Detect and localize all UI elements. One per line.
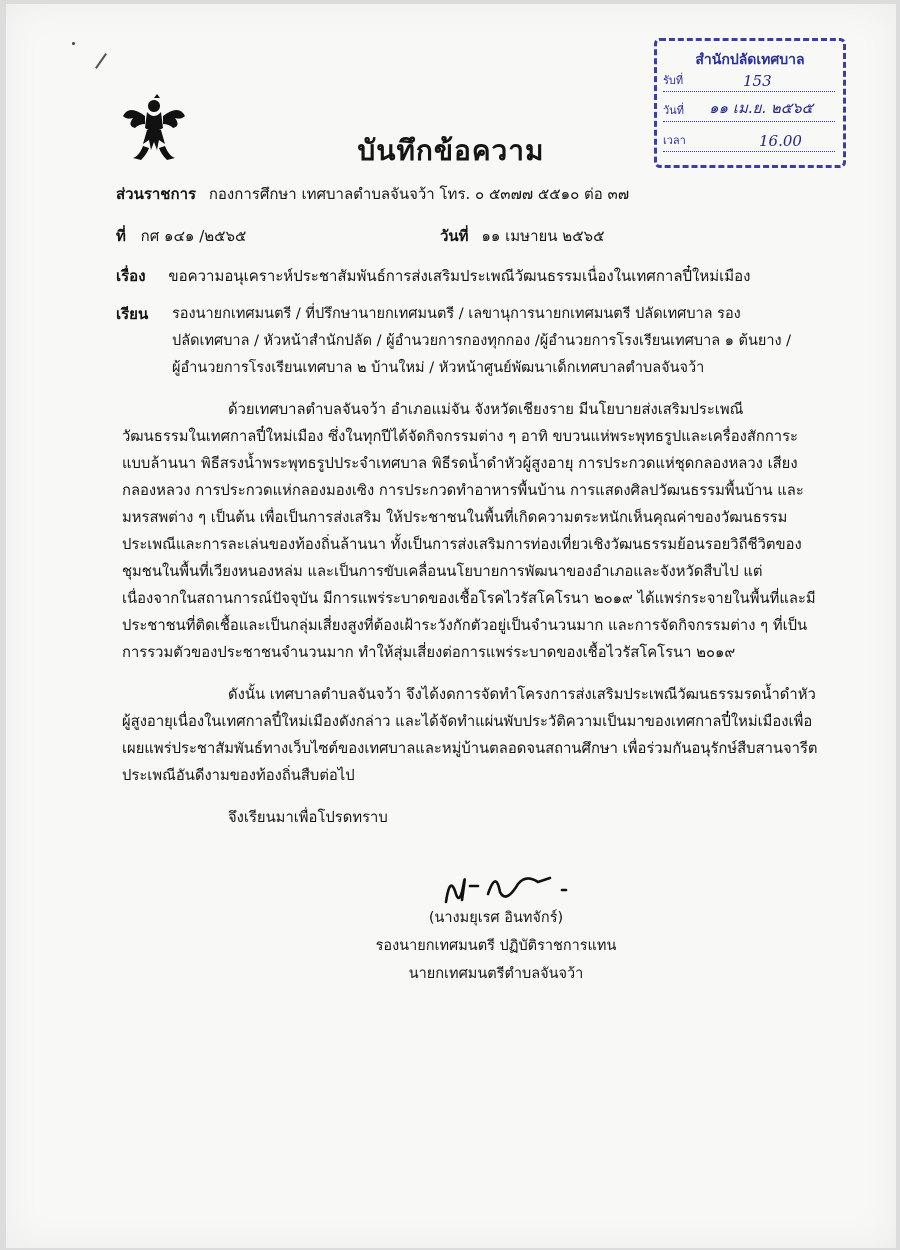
ref-value: กศ ๑๔๑ /๒๕๖๕ bbox=[140, 227, 247, 245]
stamp-label: เวลา bbox=[663, 134, 686, 147]
stamp-row-date bbox=[663, 97, 835, 122]
paragraph-line: ประเพณีและการละเล่นของท้องถิ่นล้านนา ทั้งเป็นการส่งเสริมการท่องเที่ยวเชิงวัฒนธรรมย้อนรอยวิถีชีวิตของ bbox=[122, 536, 802, 553]
paragraph-line: ด้วยเทศบาลตำบลจันจว้า อำเภอแม่จัน จังหวัดเชียงราย มีนโยบายส่งเสริมประเพณี bbox=[228, 401, 744, 418]
paragraph-line: การรวมตัวของประชาชนจำนวนมาก ทำให้สุ่มเสี่ยงต่อการแพร่ระบาดของเชื้อไวรัสโคโรนา ๒๐๑๙ bbox=[122, 644, 736, 661]
paragraph-line: ประชาชนที่ติดเชื้อและเป็นกลุ่มเสี่ยงสูงที่ต้องเฝ้าระวังกักตัวอยู่เป็นจำนวนมาก และการจัดกิจกรรมต่าง ๆ ที่เป็น bbox=[122, 617, 808, 634]
closing-line: จึงเรียนมาเพื่อโปรดทราบ bbox=[228, 809, 388, 826]
to-line: ผู้อำนวยการโรงเรียนเทศบาล ๒ บ้านใหม่ / หัวหน้าศูนย์พัฒนาเด็กเทศบาลตำบลจันจว้า bbox=[172, 360, 705, 376]
to-line: รองนายกเทศมนตรี / ที่ปรึกษานายกเทศมนตรี / เลขานุการนายกเทศมนตรี ปลัดเทศบาล รอง bbox=[172, 306, 741, 322]
to-line: ปลัดเทศบาล / หัวหน้าสำนักปลัด / ผู้อำนวยการกองทุกกอง /ผู้อำนวยการโรงเรียนเทศบาล ๑ ต้นยาง / bbox=[172, 333, 792, 349]
ref-line bbox=[116, 226, 246, 246]
paragraph-line: เผยแพร่ประชาสัมพันธ์ทางเว็บไซต์ของเทศบาลและหมู่บ้านตลอดจนสถานศึกษา เพื่อร่วมกันอนุรักษ์สืบสานจารีต bbox=[122, 740, 818, 757]
paragraph-line: ประเพณีอันดีงามของท้องถิ่นสืบต่อไป bbox=[122, 767, 355, 784]
agency-label: ส่วนราชการ bbox=[116, 185, 197, 203]
paragraph-line: ดังนั้น เทศบาลตำบลจันจว้า จึงได้งดการจัดทำโครงการส่งเสริมประเพณีวัฒนธรรมรดน้ำดำหัว bbox=[228, 686, 816, 703]
agency-line bbox=[116, 184, 629, 204]
ref-label: ที่ bbox=[116, 227, 126, 245]
paragraph-line: กลองหลวง การประกวดแห่กลองมองเซิง การประกวดทำอาหารพื้นบ้าน การแสดงศิลปวัฒนธรรมพื้นบ้าน และ bbox=[122, 482, 804, 499]
subject-label: เรื่อง bbox=[116, 267, 146, 285]
stamp-row-number bbox=[663, 67, 835, 92]
stamp-value: 16.00 bbox=[759, 132, 802, 150]
signer-name: (นางมยุเรศ อินทจักร์) bbox=[428, 910, 564, 926]
paragraph-line: มหรสพต่าง ๆ เป็นต้น เพื่อเป็นการส่งเสริม ให้ประชาชนในพื้นที่เกิดความตระหนักเห็นคุณค่าของวัฒนธรรม bbox=[122, 509, 788, 526]
paragraph-line: ผู้สูงอายุเนื่องในเทศกาลปี๋ใหม่เมืองดังกล่าว และได้จัดทำแผ่นพับประวัติความเป็นมาของเทศกาลปี๋ใหม่เมืองเพื่อ bbox=[122, 713, 813, 730]
signer-position: รองนายกเทศมนตรี ปฏิบัติราชการแทน bbox=[375, 938, 617, 954]
paragraph-line: ชุมชนในพื้นที่เวียงหนองหล่ม และเป็นการขับเคลื่อนนโยบายการพัฒนาของอำเภอและจังหวัดสืบไป แต่ bbox=[122, 563, 763, 580]
stamp-title: สำนักปลัดเทศบาล bbox=[695, 52, 805, 68]
stamp-value: 153 bbox=[743, 72, 772, 90]
pen-mark bbox=[95, 53, 107, 69]
agency-value: กองการศึกษา เทศบาลตำบลจันจว้า โทร. ๐ ๕๓๗๗ ๕๕๑๐ ต่อ ๓๗ bbox=[208, 185, 630, 203]
signer-position: นายกเทศมนตรีตำบลจันจว้า bbox=[408, 966, 584, 982]
receive-stamp bbox=[654, 38, 846, 168]
ink-dot bbox=[72, 42, 75, 45]
stamp-label: วันที่ bbox=[663, 104, 684, 117]
subject-value: ขอความอนุเคราะห์ประชาสัมพันธ์การส่งเสริมประเพณีวัฒนธรรมเนื่องในเทศกาลปี๋ใหม่เมือง bbox=[168, 267, 751, 285]
subject-line bbox=[116, 266, 750, 286]
stamp-row-time bbox=[663, 127, 835, 152]
date-label: วันที่ bbox=[440, 227, 469, 245]
document-title: บันทึกข้อความ bbox=[357, 134, 545, 167]
stamp-label: รับที่ bbox=[663, 74, 684, 87]
to-label: เรียน bbox=[116, 305, 149, 323]
date-value: ๑๑ เมษายน ๒๕๖๕ bbox=[481, 227, 605, 245]
stamp-value: ๑๑ เม.ย. ๒๕๖๕ bbox=[709, 99, 814, 117]
date-line bbox=[440, 226, 604, 246]
memo-page bbox=[6, 4, 896, 1248]
paragraph-line: เนื่องจากในสถานการณ์ปัจจุบัน มีการแพร่ระบาดของเชื้อโรคไวรัสโคโรนา ๒๐๑๙ ได้แพร่กระจายในพื้นที่และมี bbox=[122, 590, 816, 607]
paragraph-line: วัฒนธรรมในเทศกาลปี๋ใหม่เมือง ซึ่งในทุกปีได้จัดกิจกรรมต่าง ๆ อาทิ ขบวนแห่พระพุทธรูปและเครื่องสักการะ bbox=[122, 428, 799, 445]
paragraph-line: แบบล้านนา พิธีสรงน้ำพระพุทธรูปประจำเทศบาล พิธีรดน้ำดำหัวผู้สูงอายุ การประกวดแห่ชุดกลองหลวง เสียง bbox=[122, 455, 798, 472]
